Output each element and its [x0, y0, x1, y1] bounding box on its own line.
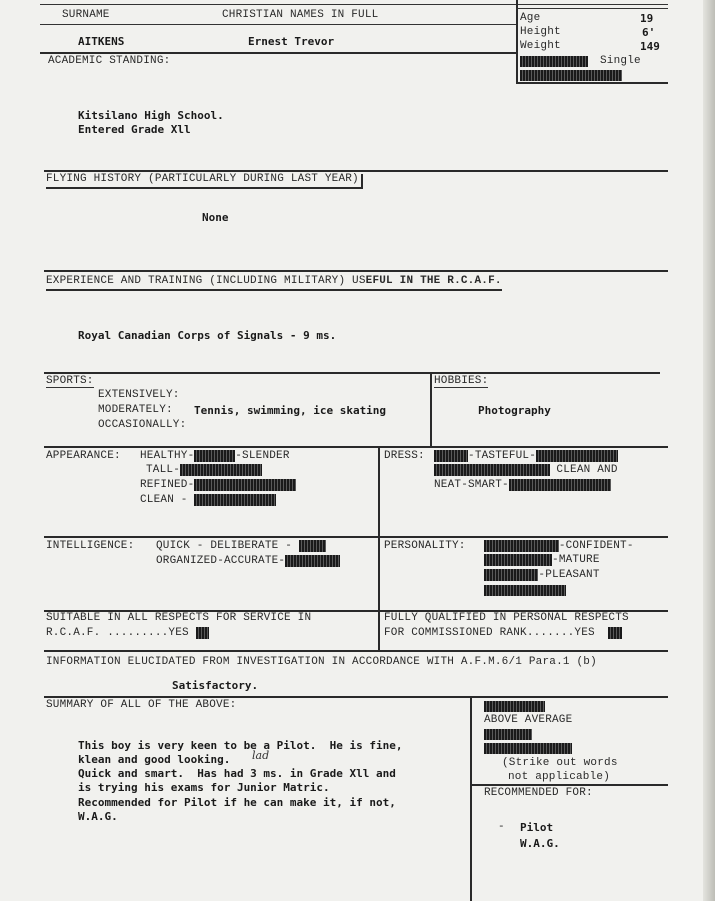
experience-value: Royal Canadian Corps of Signals - 9 ms.: [78, 329, 337, 342]
dress-flashy-struck: [434, 464, 550, 476]
appearance-untidy-struck: [194, 494, 276, 506]
appearance-refined: REFINED-: [140, 479, 195, 491]
top-rule: [40, 4, 668, 5]
summary-line-1: This boy is very keen to be a Pilot. He is fine,: [78, 739, 403, 752]
sports-moderately-value: Tennis, swimming, ice skating: [194, 404, 387, 417]
intelligence-rambling-struck: [285, 555, 339, 567]
christian-names-value: Ernest Trevor: [248, 35, 335, 48]
stats-box-top: [516, 8, 668, 9]
flying-rule: [44, 170, 668, 172]
surname-value: AITKENS: [78, 35, 125, 48]
sports-bottom-rule: [44, 446, 668, 448]
appearance-line-1: [140, 451, 290, 462]
dress-neat-smart: NEAT-SMART-: [434, 479, 509, 491]
personality-divider: [378, 536, 380, 610]
intelligence-line-1: [156, 541, 326, 552]
dress-divider: [378, 446, 380, 536]
appearance-line-4: [140, 495, 276, 506]
name-label-rule: [40, 24, 516, 25]
suitable-line-2: [46, 628, 209, 639]
age-label: Age: [520, 12, 541, 24]
personality-line-2: [484, 555, 600, 566]
personality-line-1: [484, 541, 634, 552]
appearance-label: APPEARANCE:: [46, 450, 121, 462]
stats-box-bottom: [516, 82, 668, 84]
experience-label: [46, 276, 502, 291]
intelligence-line-2: [156, 556, 340, 567]
marital-status-value: Single: [600, 55, 641, 67]
summary-line-4: is trying his exams for Junior Matric.: [78, 781, 330, 794]
rating-excellent-struck: [484, 701, 545, 712]
dress-line-3: [434, 480, 611, 491]
qualified-divider: [378, 610, 380, 650]
personality-domineering-struck: [484, 540, 559, 552]
personality-submissive-struck: [484, 554, 552, 566]
sports-occasionally-label: OCCASIONALLY:: [98, 419, 187, 431]
appearance-line-3: [140, 480, 296, 491]
name-value-rule: [40, 52, 516, 54]
suitable-bottom-rule: [44, 650, 668, 652]
appearance-short-struck: [180, 464, 262, 476]
dress-conservative-struck: [536, 450, 618, 462]
christian-names-label: CHRISTIAN NAMES IN FULL: [222, 9, 379, 21]
information-value: Satisfactory.: [172, 679, 259, 692]
appearance-ordinary-struck: [194, 479, 296, 491]
summary-line-5: Recommended for Pilot if he can make it, if not,: [78, 796, 396, 809]
rating-divider: [470, 696, 472, 901]
rating-average-struck: [484, 729, 532, 740]
intelligence-organized: ORGANIZED-ACCURATE-: [156, 555, 286, 567]
qualified-line-2: [384, 628, 622, 639]
suitable-yes: R.C.A.F. .........YES: [46, 627, 189, 639]
sports-label: SPORTS:: [46, 375, 94, 387]
rating-bottom-rule: [470, 784, 668, 786]
dress-line-1: [434, 451, 618, 462]
appearance-line-2: [146, 465, 262, 476]
recommended-wag: W.A.G.: [520, 837, 560, 850]
summary-handwritten-note: lad: [252, 749, 270, 762]
flying-history-value: None: [202, 211, 229, 224]
weight-value: 149: [640, 40, 660, 53]
personality-label: PERSONALITY:: [384, 540, 466, 552]
academic-line-1: Kitsilano High School.: [78, 109, 224, 122]
personality-pleasant: -PLEASANT: [538, 569, 600, 581]
recommended-pilot: Pilot: [520, 821, 554, 834]
hobbies-label: HOBBIES:: [434, 375, 489, 387]
rating-note-2: not applicable): [508, 771, 611, 783]
qualified-yes: FOR COMMISSIONED RANK.......YES: [384, 627, 595, 639]
personality-confident: -CONFIDENT-: [558, 540, 634, 552]
intelligence-slow-struck: [299, 540, 326, 552]
information-bottom-rule: [44, 696, 668, 698]
age-value: 19: [640, 12, 654, 25]
hobbies-divider: [430, 372, 432, 446]
dress-untidy-struck: [509, 479, 611, 491]
rating-above-average: ABOVE AVERAGE: [484, 714, 573, 726]
dress-smart-struck: [434, 450, 468, 462]
qualified-line-1: FULLY QUALIFIED IN PERSONAL RESPECTS: [384, 612, 629, 624]
academic-line-2: Entered Grade Xll: [78, 123, 191, 136]
height-label: Height: [520, 26, 561, 38]
personality-immature-struck: [484, 569, 538, 581]
appearance-healthy: HEALTHY-: [140, 450, 195, 462]
appearance-robust-struck: [194, 450, 235, 462]
experience-rule: [44, 270, 668, 272]
intelligence-label: INTELLIGENCE:: [46, 540, 135, 552]
paper-edge: [703, 0, 715, 901]
personality-disagreeable-struck: [484, 585, 566, 596]
experience-label-a: EXPERIENCE AND TRAINING (INCLUDING MILITARY) US: [46, 275, 366, 287]
qualified-no-struck: [608, 627, 622, 639]
suitable-no-struck: [196, 627, 210, 639]
height-value: 6': [642, 26, 656, 39]
children-struck: [520, 70, 622, 81]
personality-mature: -MATURE: [552, 554, 600, 566]
experience-label-b: EFUL IN THE R.C.A.F.: [365, 275, 502, 287]
stats-box-left: [516, 0, 518, 84]
rating-note-1: (Strike out words: [502, 757, 618, 769]
sports-extensively-label: EXTENSIVELY:: [98, 389, 180, 401]
dress-line-2: [434, 465, 618, 476]
recommended-dash: -: [498, 821, 505, 833]
dress-label: DRESS:: [384, 450, 425, 462]
suitable-line-1: SUITABLE IN ALL RESPECTS FOR SERVICE IN: [46, 612, 312, 624]
summary-line-2: klean and good looking.: [78, 753, 231, 766]
sports-rule: [44, 372, 660, 374]
hobbies-value: Photography: [478, 404, 551, 417]
dress-clean-and: CLEAN AND: [549, 464, 618, 476]
summary-line-3: Quick and smart. Has had 3 ms. in Grade Xll and: [78, 767, 396, 780]
appearance-tall: TALL-: [146, 464, 181, 476]
appearance-bottom-rule: [44, 536, 668, 538]
flying-history-label: FLYING HISTORY (PARTICULARLY DURING LAST YEAR): [46, 174, 363, 189]
sports-moderately-label: MODERATELY:: [98, 404, 173, 416]
dress-tasteful: -TASTEFUL-: [468, 450, 537, 462]
intelligence-quick: QUICK - DELIBERATE -: [156, 540, 299, 552]
summary-line-6: W.A.G.: [78, 810, 118, 823]
rating-below-average-struck: [484, 743, 572, 754]
information-label: INFORMATION ELUCIDATED FROM INVESTIGATION IN ACCORDANCE WITH A.F.M.6/1 Para.1 (b): [46, 656, 597, 668]
appearance-clean: CLEAN -: [140, 494, 195, 506]
married-struck: [520, 56, 588, 67]
appearance-slender: -SLENDER: [235, 450, 290, 462]
weight-label: Weight: [520, 40, 561, 52]
recommended-label: RECOMMENDED FOR:: [484, 787, 593, 799]
academic-label: ACADEMIC STANDING:: [48, 55, 171, 67]
summary-label: SUMMARY OF ALL OF THE ABOVE:: [46, 699, 237, 711]
surname-label: SURNAME: [62, 9, 110, 21]
personality-line-3: [484, 570, 600, 581]
